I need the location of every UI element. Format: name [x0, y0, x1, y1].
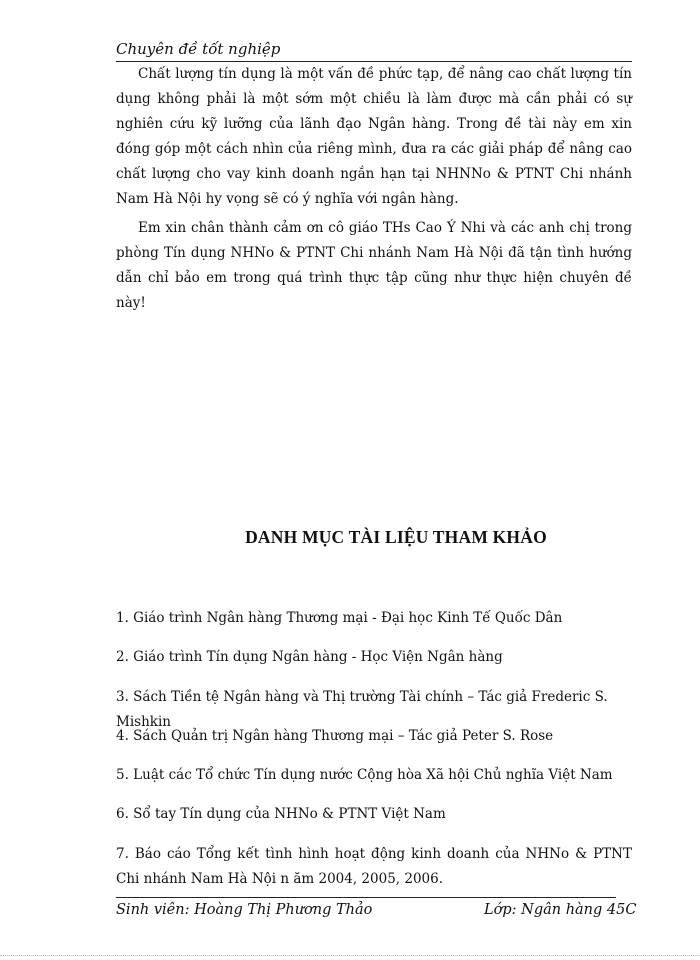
page-bottom-dotted-line — [0, 955, 700, 956]
footer-student-name: Sinh viên: Hoàng Thị Phương Thảo — [116, 902, 373, 918]
reference-item: 6. Sổ tay Tín dụng của NHNo & PTNT Việt Nam — [116, 806, 446, 823]
references-list — [116, 606, 632, 887]
footer-divider — [116, 897, 616, 898]
document-header-title: Chuyên đề tốt nghiệp — [116, 40, 281, 58]
footer-class: Lớp: Ngân hàng 45C — [484, 902, 637, 918]
reference-item: 2. Giáo trình Tín dụng Ngân hàng - Học Viện Ngân hàng — [116, 649, 503, 666]
body-paragraph-2: Em xin chân thành cảm ơn cô giáo THs Cao Ý Nhi và các anh chị trong phòng Tín dụng NHNo & PTNT Chi nhánh Nam Hà Nội đã tận tình hướng dẫn chỉ bảo em trong quá trình thực tập cũng như thực hiện chuyên đề này! — [116, 220, 632, 311]
reference-item: 1. Giáo trình Ngân hàng Thương mại - Đại học Kinh Tế Quốc Dân — [116, 610, 563, 626]
reference-item: 3. Sách Tiền tệ Ngân hàng và Thị trường Tài chính – Tác giả Frederic S. Mishkin — [116, 688, 608, 730]
body-paragraph-1: Chất lượng tín dụng là một vấn đề phức tạp, để nâng cao chất lượng tín dụng không phải là một sớm một chiều là làm được mà cần phải có sự nghiên cứu kỹ lưỡng của lãnh đạo Ngân hàng. Trong đề tài này em xin đóng góp một cách nhìn của riêng mình, đưa ra các giải pháp để nâng cao chất lượng cho vay kinh doanh ngắn hạn tại NHNNo & PTNT Chi nhánh Nam Hà Nội hy vọng sẽ có ý nghĩa với ngân hàng. — [116, 66, 632, 207]
reference-item: 5. Luật các Tổ chức Tín dụng nước Cộng hòa Xã hội Chủ nghĩa Việt Nam — [116, 767, 613, 784]
reference-item: 4. Sách Quản trị Ngân hàng Thương mại – Tác giả Peter S. Rose — [116, 727, 554, 744]
references-heading: DANH MỤC TÀI LIỆU THAM KHẢO — [245, 527, 547, 547]
reference-item: 7. Báo cáo Tổng kết tình hình hoạt động kinh doanh của NHNo & PTNT Chi nhánh Nam Hà Nội n ăm 2004, 2005, 2006. — [116, 845, 632, 887]
